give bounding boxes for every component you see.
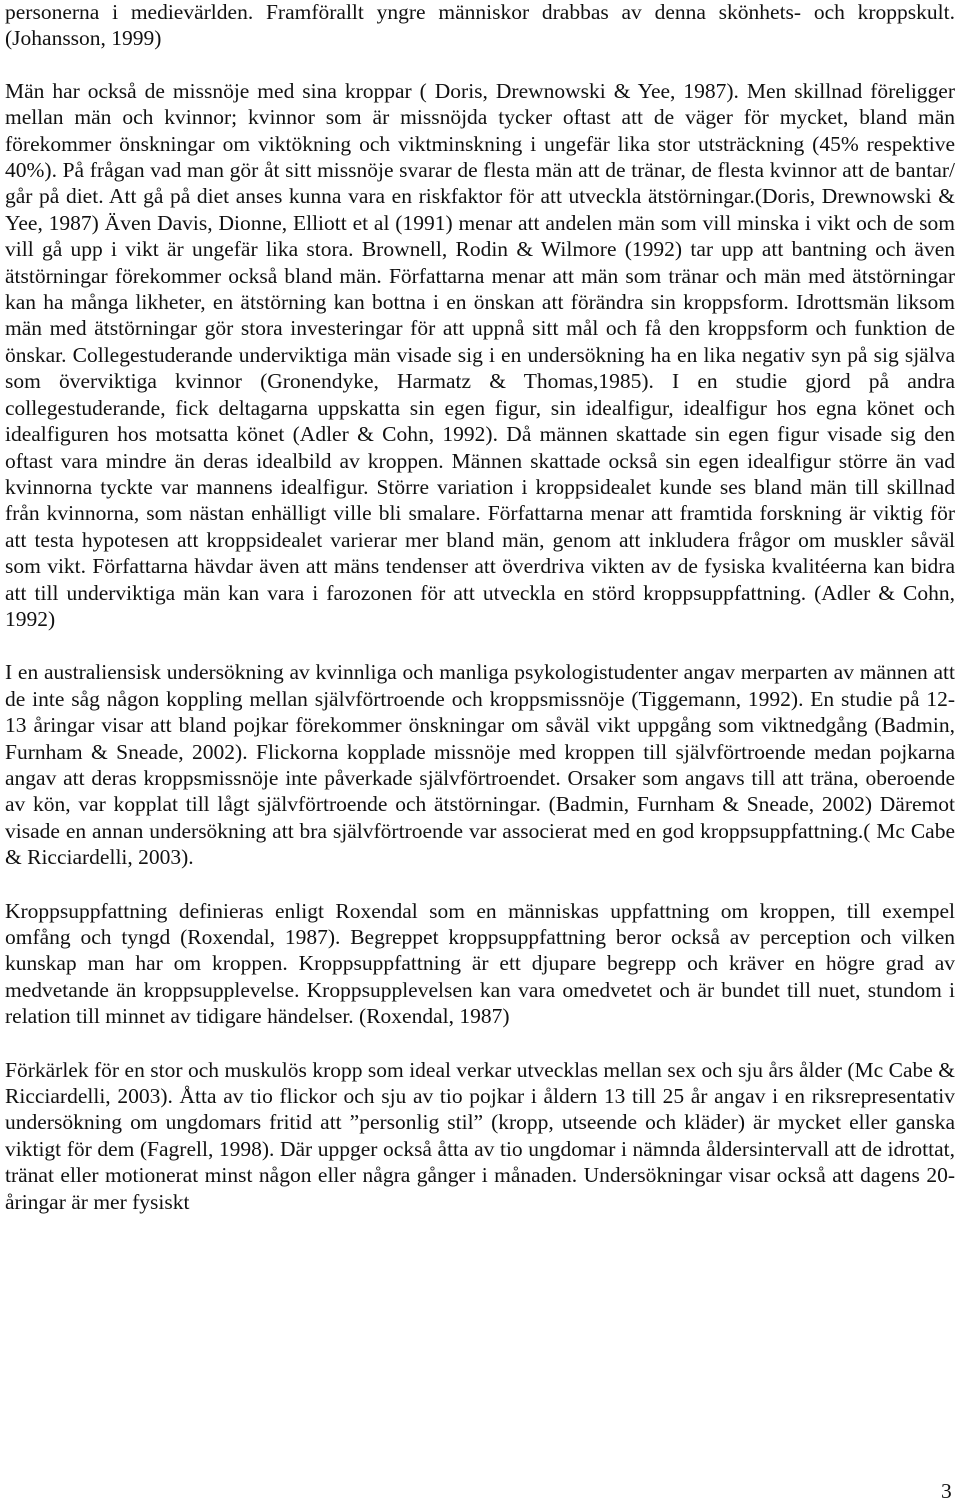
paragraph-forkarlek: Förkärlek för en stor och muskulös kropp som ideal verkar utvecklas mellan sex och sju års ålder (Mc Cabe & Ricciardelli, 2003). Åtta av tio flickor och sju av tio pojkar i åldern 13 till 25 år angav i en riksrepresentativ undersökning om ungdomars fritid att ”personlig stil” (kropp, utseende och kläder) är mycket eller ganska viktigt för dem (Fagrell, 1998). Där uppger också åtta av tio ungdomar i nämnda åldersintervall att de idrottat, tränat eller motionerat minst någon eller några gånger i månaden. Undersökningar visar också att dagens 20-åringar är mer fysiskt (5, 1057, 955, 1214)
paragraph-kroppsuppfattning: Kroppsuppfattning definieras enligt Roxendal som en människas uppfattning om kroppen, till exempel omfång och tyngd (Roxendal, 1987). Begreppet kroppsuppfattning beror också av perception och vilken kunskap man har om kroppen. Kroppsuppfattning är ett djupare begrepp och kräver en högre grad av medvetande än kroppsupplevelse. Kroppsupplevelsen kan vara omedvetet och är bundet till nuet, stundom i relation till minnet av tidigare händelser. (Roxendal, 1987) (5, 898, 955, 1029)
paragraph-men-missnoje: Män har också de missnöje med sina kroppar ( Doris, Drewnowski & Yee, 1987). Men skillnad föreligger mellan män och kvinnor; kvinnor som är missnöjda tycker oftast att de väger för mycket, bland män förekommer önskningar om viktökning och viktminskning i ungefär lika stor utsträckning (45% respektive 40%). På frågan vad man gör åt sitt missnöje svarar de flesta män att de tränar, de flesta kvinnor att de bantar/ går på diet. Att gå på diet anses kunna vara en riskfaktor för att utveckla ätstörningar.(Doris, Drewnowski & Yee, 1987) Även Davis, Dionne, Elliott et al (1991) menar att andelen män som vill minska i vikt och de som vill gå upp i vikt är ungefär lika stora. Brownell, Rodin & Wilmore (1992) tar upp att bantning och även ätstörningar förekommer också bland män. Författarna menar att män som tränar och män med ätstörningar kan ha många likheter, en ätstörning kan bottna i en önskan att förändra sin kroppsform. Idrottsmän liksom män med ätstörningar gör stora investeringar för att uppnå sitt mål och få den kroppsform och funktion de önskar. Collegestuderande underviktiga män visade sig i en undersökning ha en lika negativ syn på sig själva som överviktiga kvinnor (Gronendyke, Harmatz & Thomas,1985). I en studie gjord på andra collegestuderande, fick deltagarna uppskatta sin egen figur, sin idealfigur, idealfigur hos egna könet och idealfiguren hos motsatta könet (Adler & Cohn, 1992). Då männen skattade sin egen figur visade sig den oftast vara mindre än deras idealbild av kroppen. Männen skattade också sin egen idealfigur större än vad kvinnorna tyckte var mannens idealfigur. Större variation i kroppsidealet kunde ses bland män till skillnad från kvinnorna, som nästan enhälligt ville bli smalare. Författarna menar att framtida forskning är viktig för att testa hypotesen att kroppsidealet varierar mer bland män, genom att inkludera frågor om muskler såväl som vikt. Författarna hävdar även att mäns tendenser att överdriva vikten av de fysiska kvalitéerna kan bidra att till underviktiga män kan vara i farozonen för att utveckla en störd kroppsuppfattning. (Adler & Cohn, 1992) (5, 78, 955, 631)
page-number: 3 (941, 1479, 952, 1503)
paragraph-continuation: personerna i medievärlden. Framförallt yngre människor drabbas av denna skönhets- och kroppskult. (Johansson, 1999) (5, 0, 955, 51)
document-page (5, 0, 955, 1215)
paragraph-australiensisk-undersokning: I en australiensisk undersökning av kvinnliga och manliga psykologistudenter angav merparten av männen att de inte såg någon koppling mellan självförtroende och kroppsmissnöje (Tiggemann, 1992). En studie på 12-13 åringar visar att bland pojkar förekommer önskningar om såväl vikt uppgång som viktnedgång (Badmin, Furnham & Sneade, 2002). Flickorna kopplade missnöje med kroppen till självförtroende medan pojkarna angav att deras kroppsmissnöje inte påverkade självförtroendet. Orsaker som angavs till att träna, oberoende av kön, var kopplat till lågt självförtroende och ätstörningar. (Badmin, Furnham & Sneade, 2002) Däremot visade en annan undersökning att bra självförtroende var associerat med en god kroppsuppfattning.( Mc Cabe & Ricciardelli, 2003). (5, 660, 955, 870)
